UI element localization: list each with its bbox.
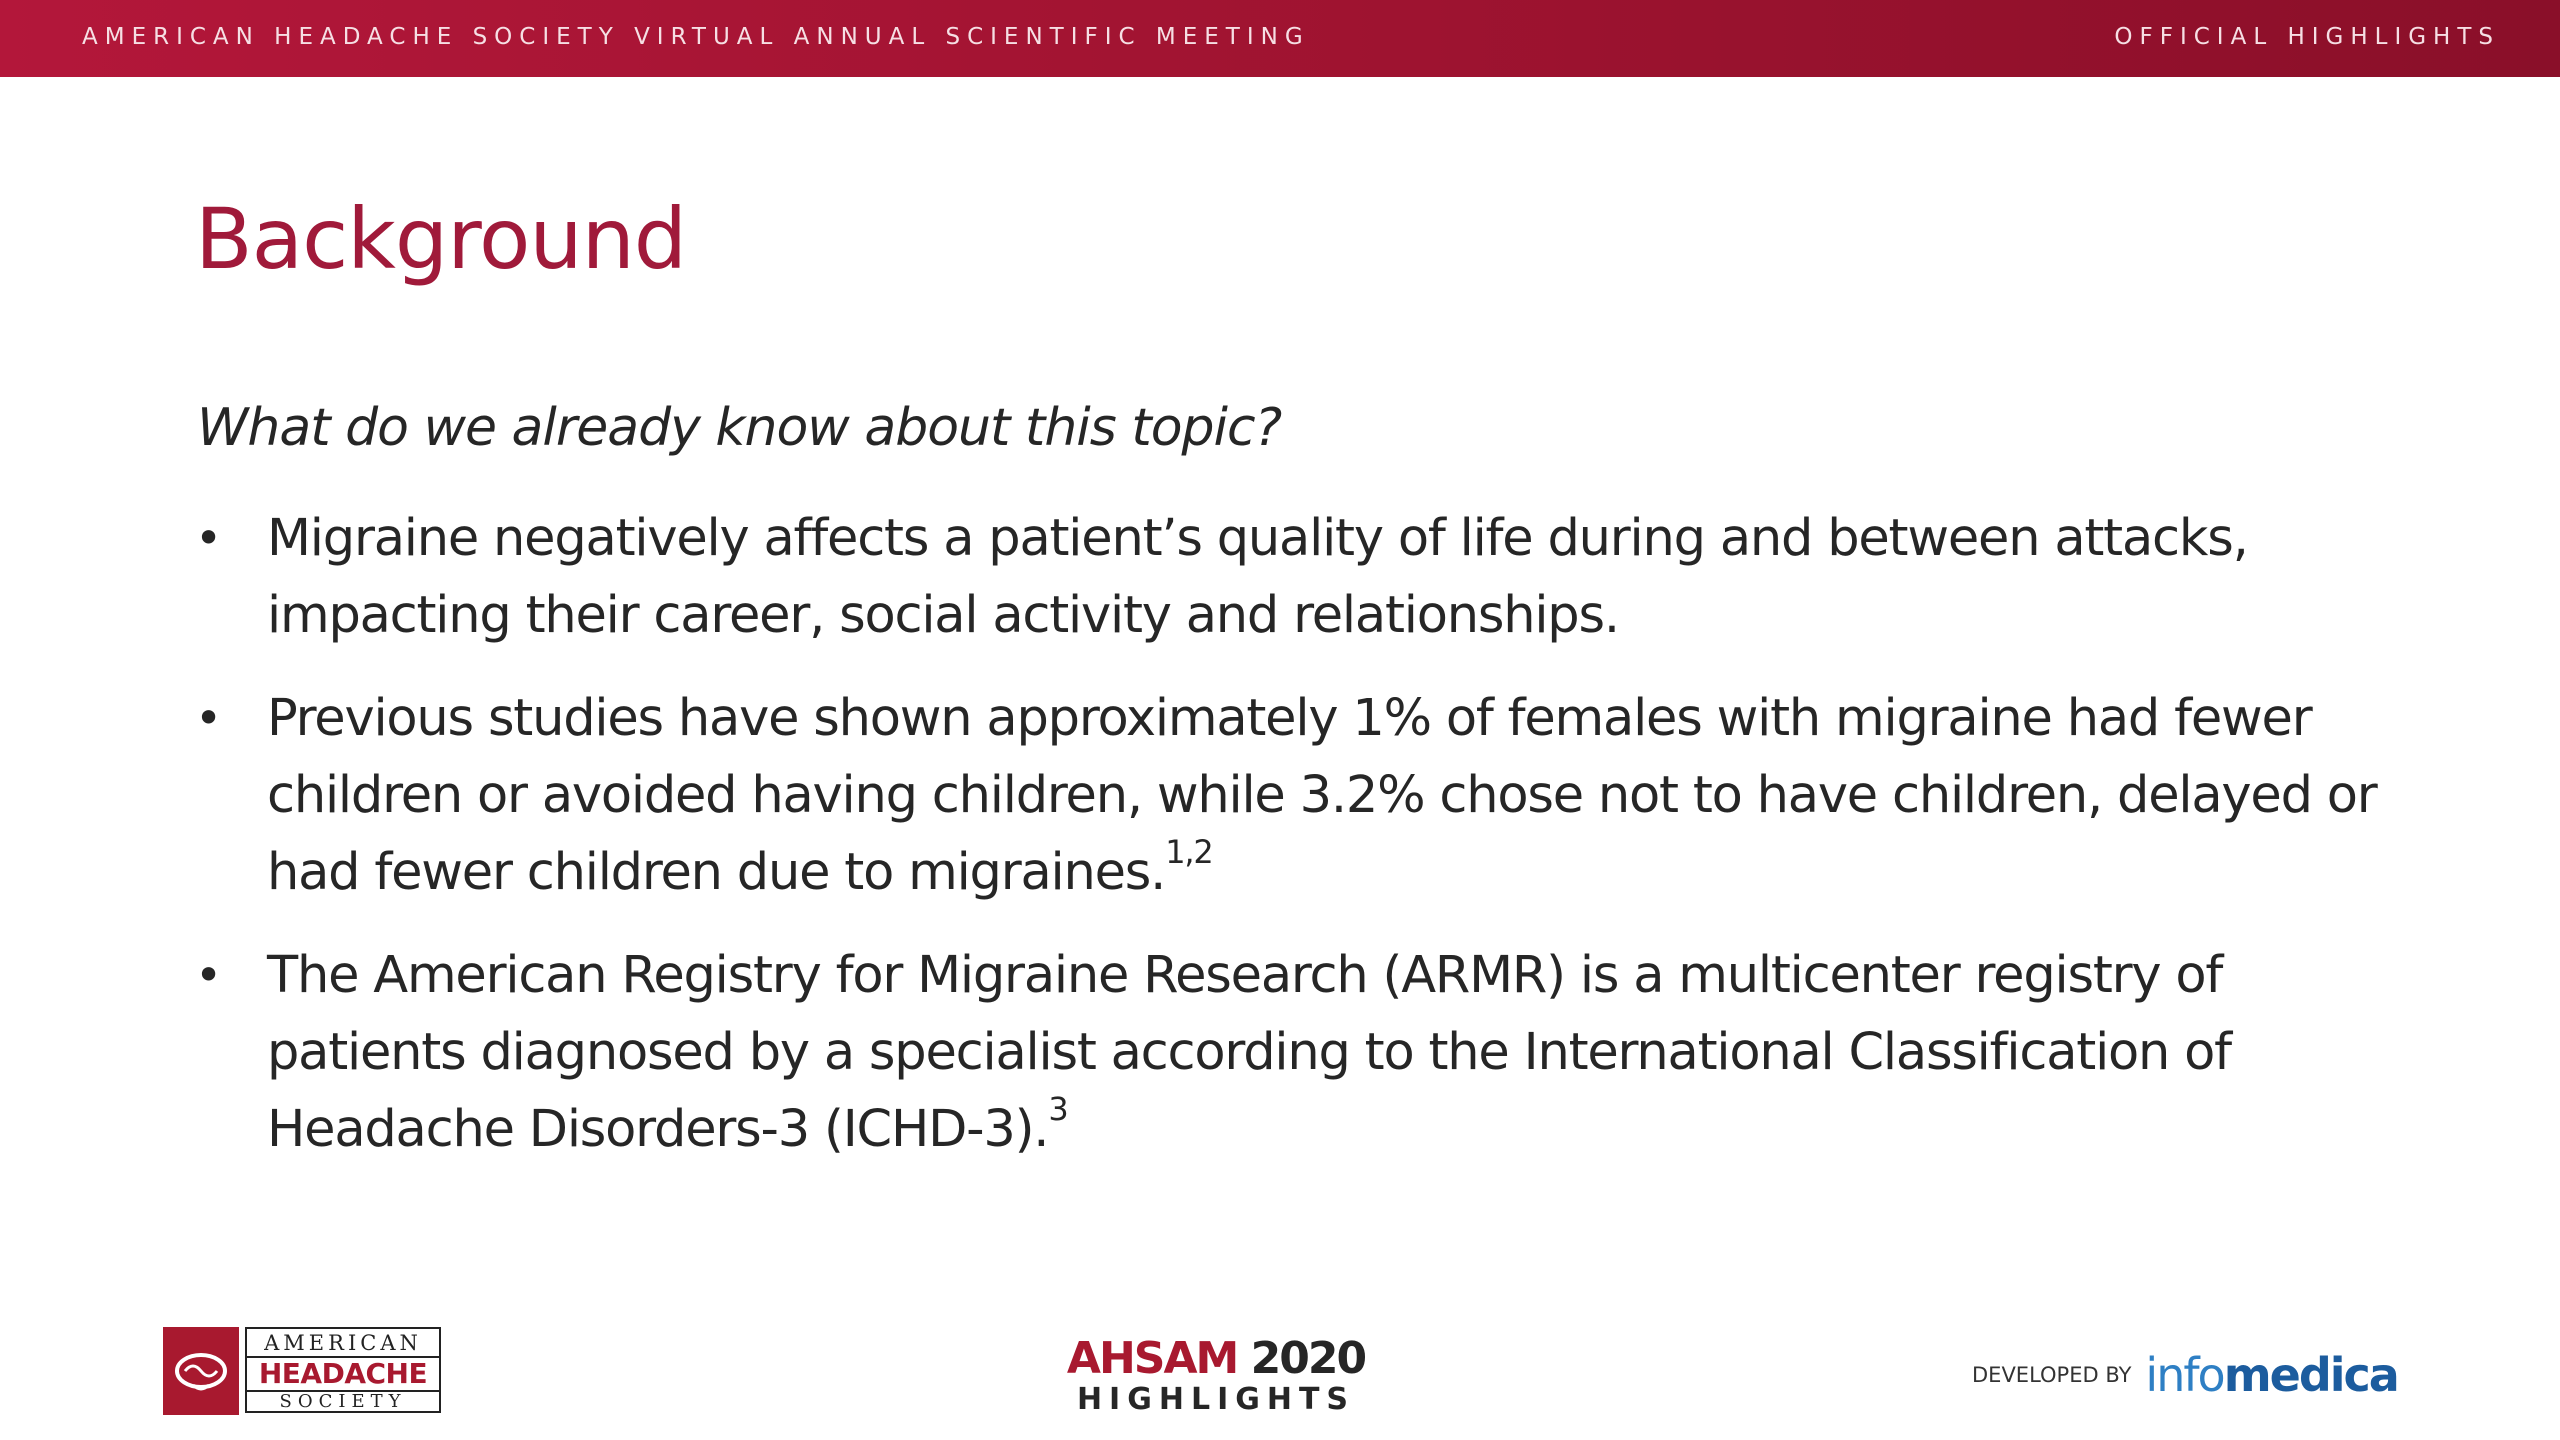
bullet-item (195, 500, 2395, 654)
ahs-line-headache: HEADACHE (247, 1356, 439, 1392)
bullet-dot: • (195, 948, 221, 1002)
slide-title: Background (195, 190, 687, 288)
ahs-line-american: AMERICAN (264, 1331, 422, 1355)
ahs-wordmark (245, 1327, 441, 1413)
bullet-text: Previous studies have shown approximately 1% of females with migraine had fewer children or avoided having children, while 3.2% chose not to have children, delayed or had fewer children due to migraines. (267, 689, 2377, 902)
official-highlights-label: OFFICIAL HIGHLIGHTS (2114, 24, 2500, 50)
meeting-name: AMERICAN HEADACHE SOCIETY VIRTUAL ANNUAL SCIENTIFIC MEETING (82, 24, 1310, 50)
bullet-item (195, 937, 2395, 1168)
bullet-text: Migraine negatively affects a patient’s quality of life during and between attacks, impacting their career, social activity and relationships. (267, 509, 2248, 645)
ahsam-highlights: HIGHLIGHTS (1076, 1382, 1356, 1417)
infomedica-logo (2145, 1348, 2397, 1402)
ahsam-title (1066, 1333, 1366, 1384)
bullet-dot: • (195, 691, 221, 745)
ahs-line-society: SOCIETY (279, 1391, 407, 1412)
bullet-citation: 1,2 (1165, 833, 1213, 871)
brand-part-medica: medica (2223, 1348, 2398, 1402)
ahsam-logo (1066, 1333, 1366, 1418)
bullet-dot: • (195, 511, 221, 565)
bullet-citation: 3 (1048, 1090, 1068, 1128)
developed-by-label: DEVELOPED BY (1972, 1363, 2132, 1387)
ahsam-year: 2020 (1250, 1333, 1366, 1384)
brand-part-info: info (2145, 1348, 2224, 1402)
slide-question: What do we already know about this topic? (197, 398, 1282, 458)
bullet-item (195, 680, 2395, 911)
ahsam-name: AHSAM (1066, 1333, 1238, 1384)
bullet-list (195, 500, 2395, 1194)
developer-credit (1972, 1348, 2398, 1402)
bullet-text: The American Registry for Migraine Research (ARMR) is a multicenter registry of patients diagnosed by a specialist according to the International Classification of Headache Disorders-3 (ICHD-3). (267, 946, 2231, 1159)
ahs-logo (163, 1327, 443, 1415)
header-bar (0, 0, 2560, 77)
brain-emblem-icon (163, 1327, 239, 1415)
